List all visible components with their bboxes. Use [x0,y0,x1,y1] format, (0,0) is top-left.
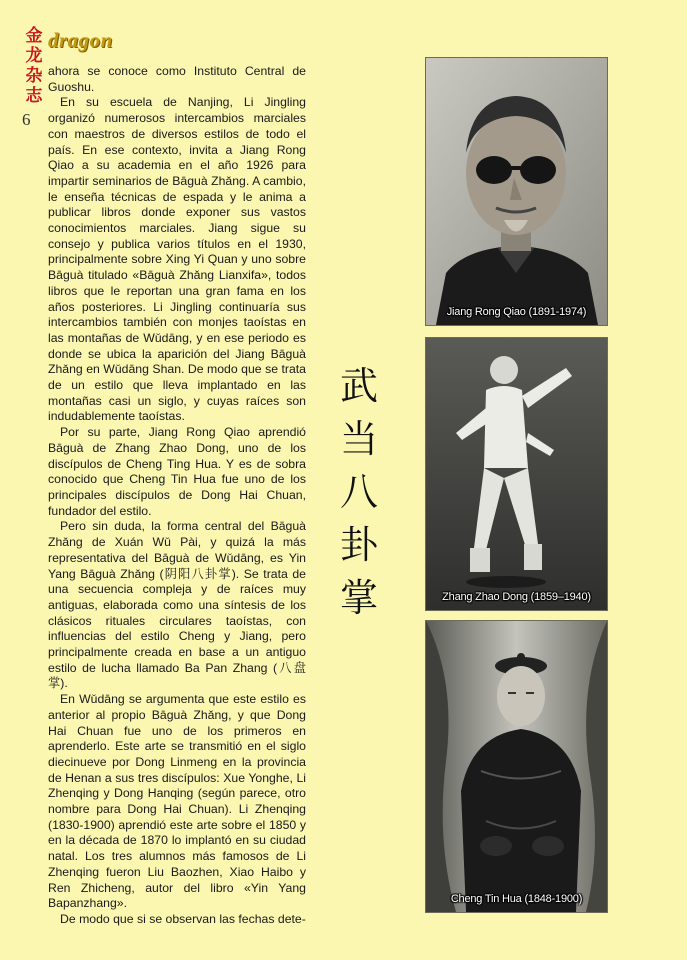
paragraph: Pero sin duda, la forma central del Bāguà Zhǎng de Xuán Wǔ Pài, y quizá la más representativa del Bāguà de Wǔdāng, es Yin Yang Bāguà Zhǎng (阴阳八卦掌). Se trata de una secuencia compleja y de raíces muy antiguas, elaborada como una síntesis de los clásicos rituales circulares taoístas, con influencias del estilo Cheng y Jiang, pero principalmente creada en base a un antiguo estilo de lucha llamado Ba Pan Zhang (八盘掌). [48,519,306,691]
page-number: 6 [22,110,31,129]
photo-caption: Zhang Zhao Dong (1859–1940) [442,591,591,603]
paragraph: Por su parte, Jiang Rong Qiao aprendió Bāguà de Zhang Zhao Dong, uno de los discípulos de Cheng Ting Hua. Y es de sobra conocido que Cheng Tin Hua fue uno de los principales discípulos de Dong Hai Chuan, fundador del estilo. [48,425,306,518]
masthead-char: 志 [25,86,43,106]
photo-caption: Cheng Tin Hua (1848-1900) [450,893,583,905]
paragraph: En su escuela de Nanjing, Li Jingling organizó numerosos intercambios marciales con maestros de diversos estilos de todo el país. En ese contexto, invita a Jiang Rong Qiao a su academia en el año 1926 para impartir seminarios de Bāguà Zhǎng. A cambio, le enseña técnicas de espada y le anima a publicar libros donde exponer sus vastos conocimientos marciales. Jiang sigue su consejo y publica varios títulos en el 1930, principalmente sobre Xing Yi Quan y uno sobre Bāguà titulado «Bāguà Zhǎng Lianxifa», todos libros que le reportan una gran fama en los años posteriores. Li Jingling continuaría sus intercambios también con monjes taoístas en las montañas de Wǔdāng, y en ese periodo es donde se ubica la aparición del Jiang Bāguà Zhǎng en Wǔdāng Shan. De modo que se trata de un estilo que lleva implantado en las montañas casi un siglo, y cuyas raíces son indudablemente taoístas. [48,95,306,424]
portrait-photo-jiang-rong-qiao [425,57,608,326]
masthead-char: 龙 [25,46,43,66]
seated-portrait-illustration [426,621,607,912]
portrait-illustration [426,58,607,325]
paragraph: ahora se conoce como Instituto Central de Guoshu. [48,64,306,94]
masthead-char: 金 [25,26,43,46]
article-body [48,64,306,928]
title-char: 当 [339,417,378,461]
photo-zhang-zhao-dong [425,337,608,611]
title-char: 掌 [339,576,378,620]
title-char: 八 [339,470,378,514]
paragraph: De modo que si se observan las fechas dete- [60,911,306,926]
martial-pose-illustration [426,338,607,610]
chinese-masthead [23,26,45,106]
title-char: 卦 [339,523,378,567]
title-char: 武 [339,364,378,408]
paragraph: En Wǔdāng se argumenta que este estilo es anterior al propio Bāguà Zhǎng, y que Dong Hai Chuan fue uno de los primeros en aprenderlo. Este arte se transmitió en el siglo diecinueve por Dong Linmeng en la provincia de Henan a sus tres discípulos: Xue Yonghe, Li Zhenqing y Dong Hanqing (según parece, otro nombre para Dong Hai Chuan). Li Zhenqing (1830-1900) aprendió este arte sobre el 1850 y en la década de 1870 lo implantó en su ciudad natal. Los tres alumnos más famosos de Li Zhenqing fueron Liu Baozhen, Xiao Haibo y Ren Zhicheng, autor del libro «Yin Yang Bapanzhang». [48,692,306,911]
photo-caption: Jiang Rong Qiao (1891-1974) [446,306,587,318]
masthead-char: 杂 [25,66,43,86]
photo-cheng-tin-hua [425,620,608,913]
article-title-vertical [336,360,382,625]
dragon-logo: dragon [48,28,113,52]
